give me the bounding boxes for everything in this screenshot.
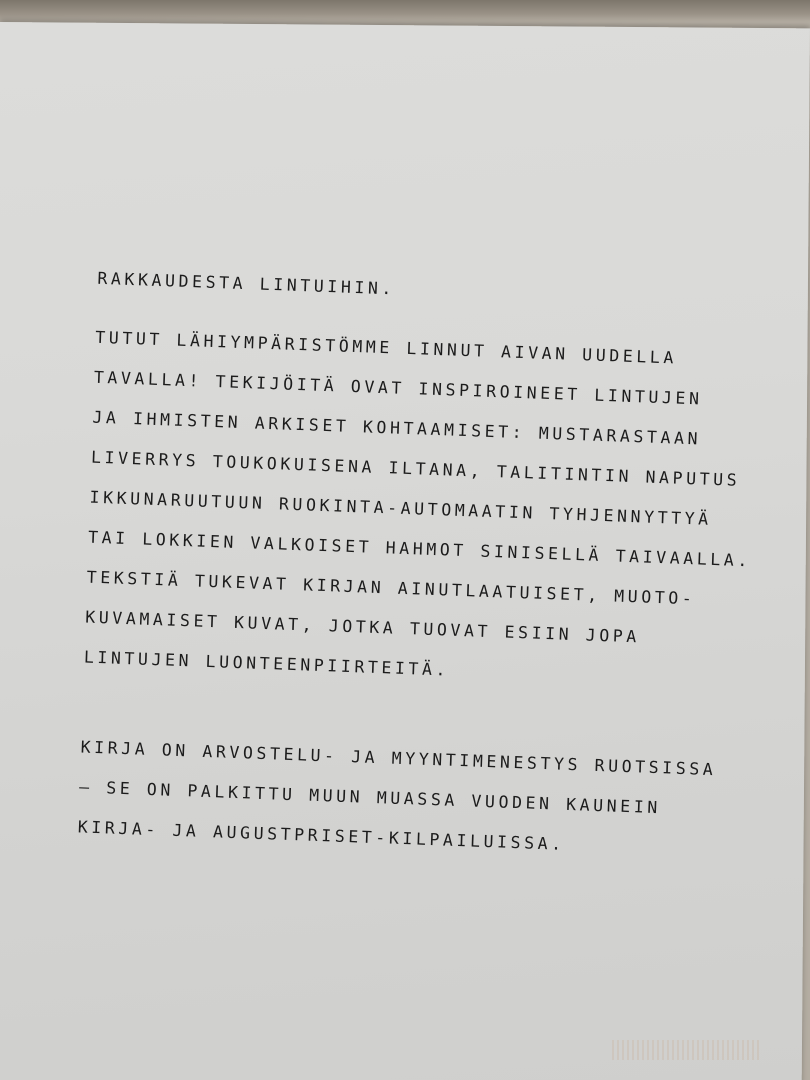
paper-page — [0, 22, 810, 1080]
text-line: TEKSTIÄ TUKEVAT KIRJAN AINUTLAATUISET, MUOTO- — [86, 567, 696, 609]
typed-text — [77, 259, 798, 873]
text-line: IKKUNARUUTUUN RUOKINTA-AUTOMAATIN TYHJENNYTTYÄ — [89, 487, 713, 529]
text-line: – SE ON PALKITTU MUUN MUASSA VUODEN KAUNEIN — [78, 777, 662, 818]
text-line: TUTUT LÄHIYMPÄRISTÖMME LINNUT AIVAN UUDELLA — [94, 327, 678, 368]
text-line: KIRJA ON ARVOSTELU- JA MYYNTIMENESTYS RUOTSISSA — [80, 737, 717, 780]
paragraph-description — [83, 318, 795, 703]
text-line: TAI LOKKIEN VALKOISET HAHMOT SINISELLÄ TAIVAALLA. — [87, 527, 752, 571]
text-line: LIVERRYS TOUKOKUISENA ILTANA, TALITINTIN NAPUTUS — [90, 447, 741, 490]
faded-stamp-mark — [612, 1040, 762, 1060]
text-line: KIRJA- JA AUGUSTPRISET-KILPAILUISSA. — [77, 817, 566, 854]
text-line: LINTUJEN LUONTEENPIIRTEITÄ. — [83, 647, 450, 680]
book-title: RAKKAUDESTA LINTUIHIN. — [97, 268, 396, 299]
text-line: TAVALLA! TEKIJÖITÄ OVAT INSPIROINEET LINTUJEN — [93, 367, 703, 409]
text-line: JA IHMISTEN ARKISET KOHTAAMISET: MUSTARASTAAN — [92, 407, 702, 449]
paragraph-awards — [77, 727, 781, 872]
text-line: KUVAMAISET KUVAT, JOTKA TUOVAT ESIIN JOPA — [84, 607, 641, 647]
